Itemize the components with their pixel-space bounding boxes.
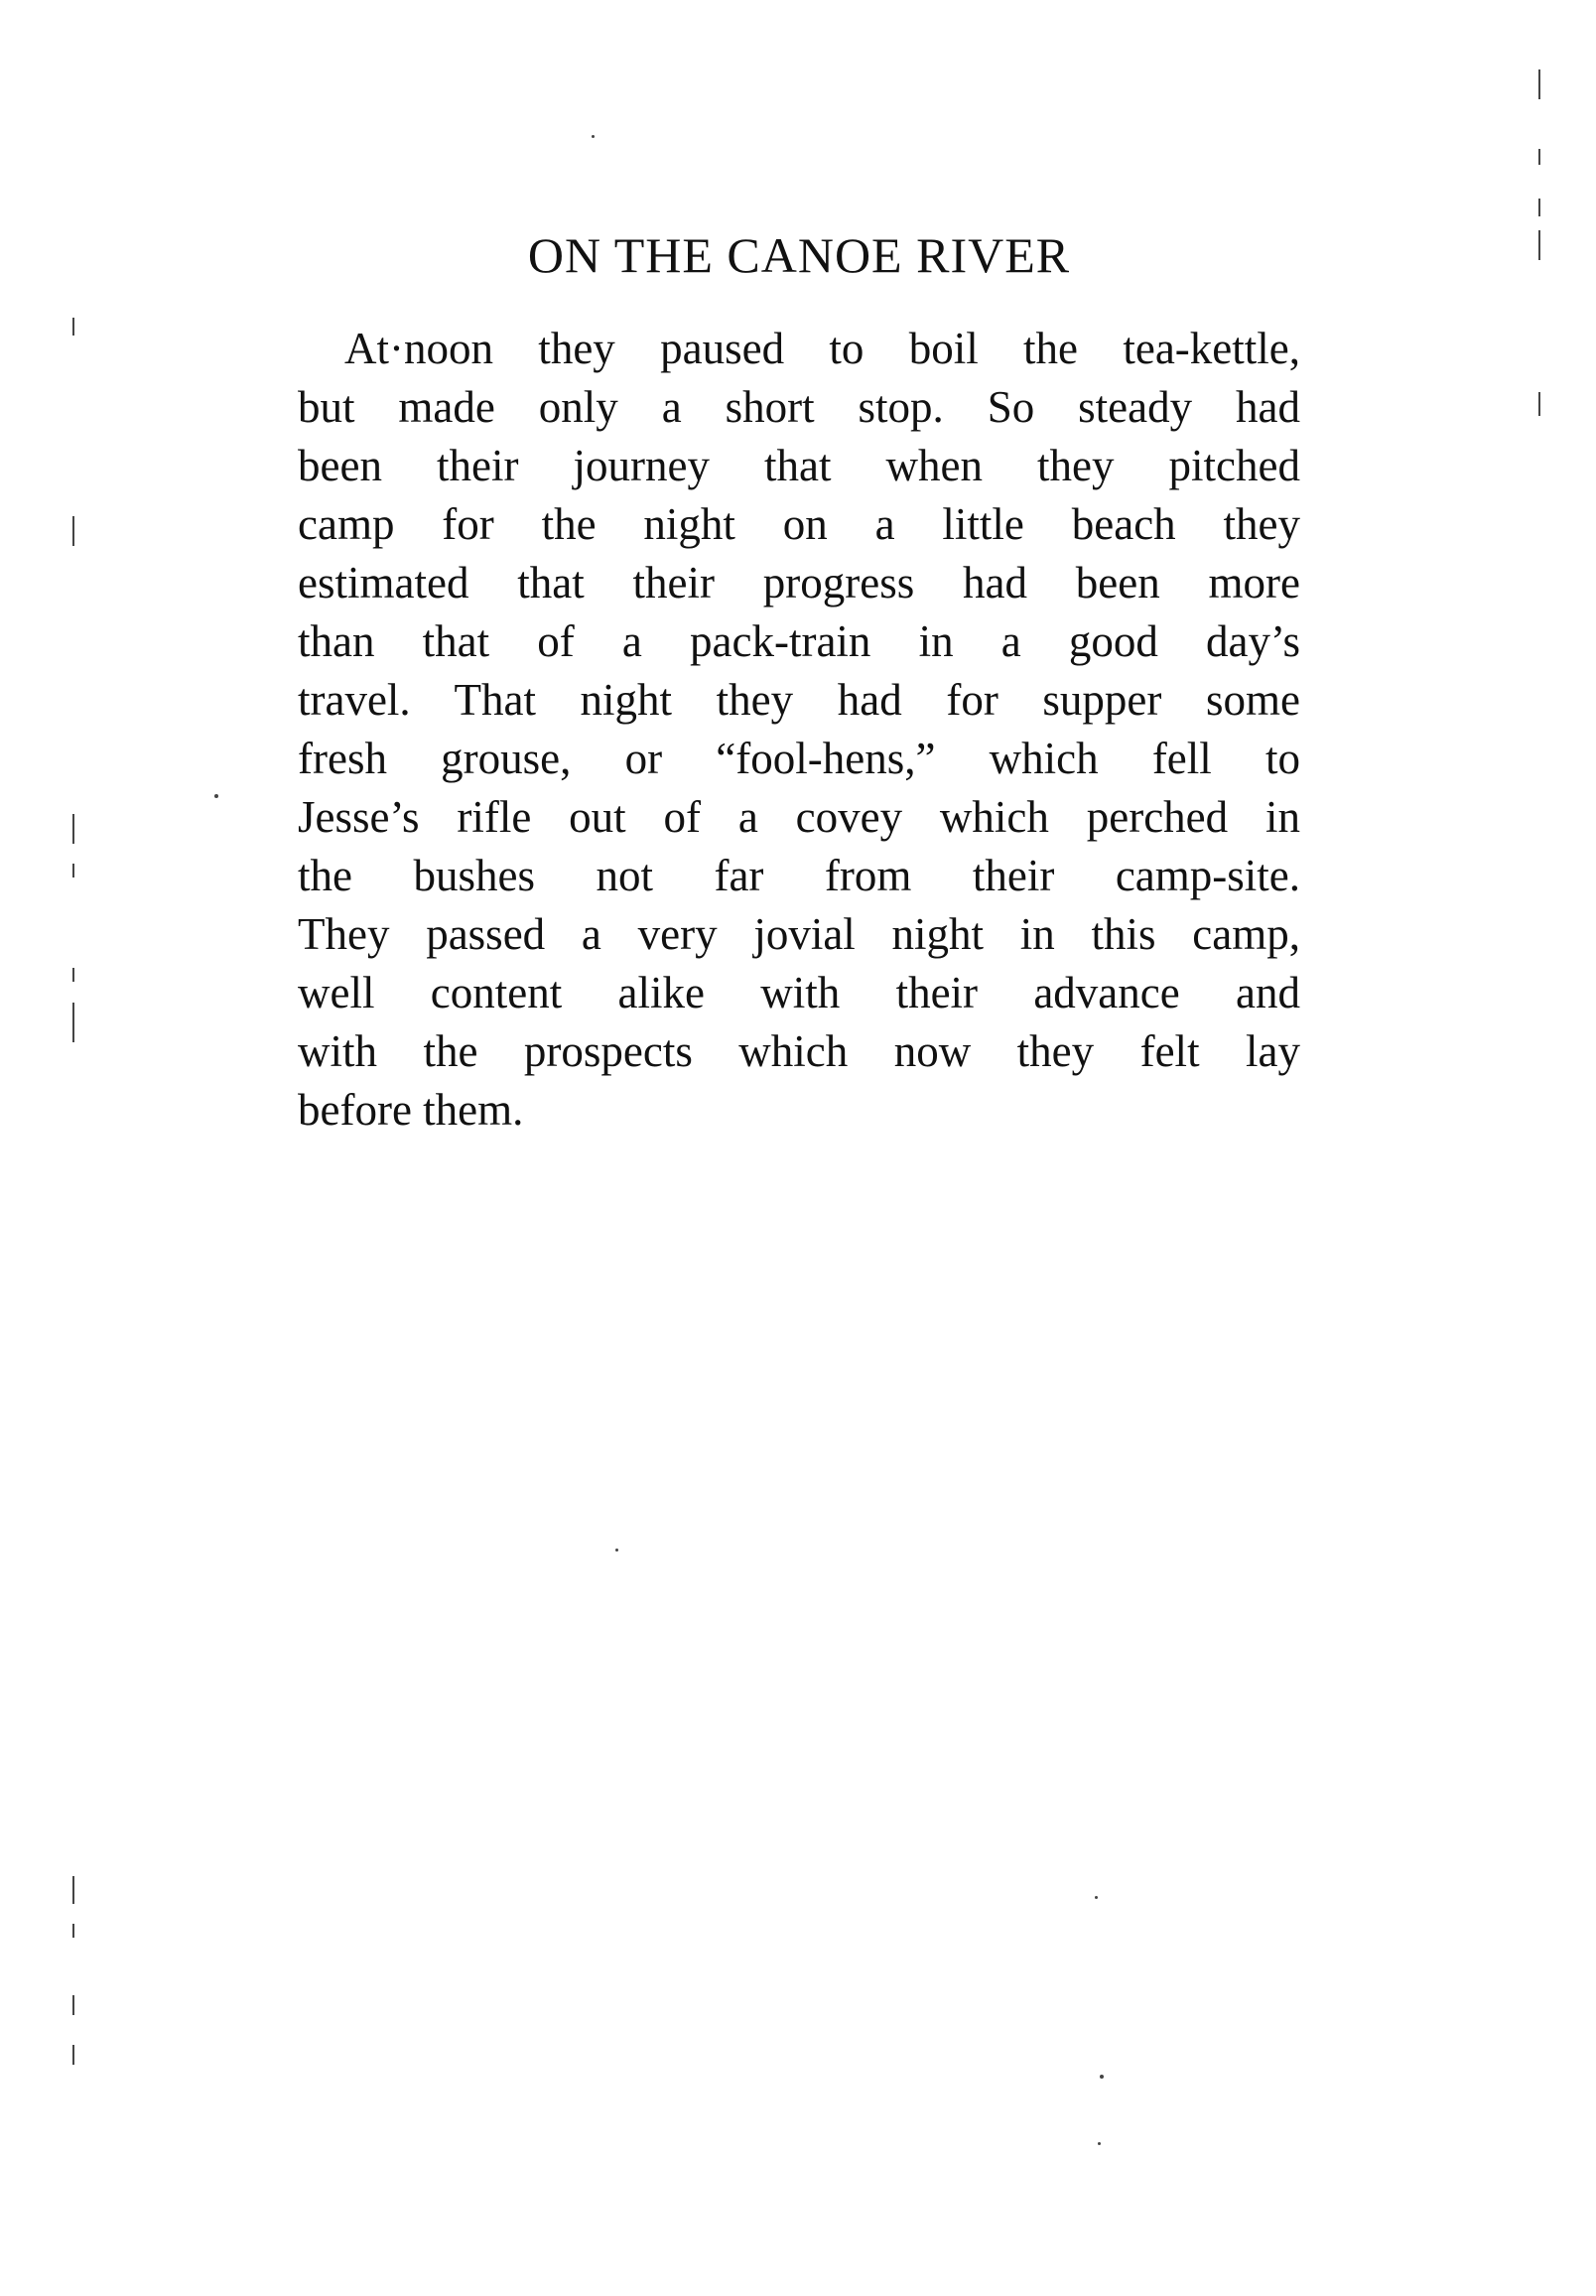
text-line: the bushes not far from their camp-site. bbox=[298, 851, 1300, 900]
text-line: than that of a pack-train in a good day’s bbox=[298, 616, 1300, 666]
scan-speck bbox=[1098, 2142, 1101, 2145]
text-line: travel. That night they had for supper some bbox=[298, 675, 1300, 725]
scan-speck bbox=[1095, 1896, 1098, 1899]
scan-mark bbox=[72, 1003, 74, 1042]
text-line: but made only a short stop. So steady had bbox=[298, 382, 1300, 432]
scan-mark bbox=[1538, 230, 1540, 260]
scan-mark bbox=[1538, 199, 1540, 216]
scan-mark bbox=[72, 1924, 74, 1938]
scan-mark bbox=[1538, 149, 1540, 165]
scan-mark bbox=[72, 1876, 74, 1904]
scan-mark bbox=[72, 968, 74, 982]
text-line: At·noon they paused to boil the tea-kettle, bbox=[344, 324, 1300, 373]
scan-speck bbox=[615, 1549, 618, 1552]
text-line: camp for the night on a little beach they bbox=[298, 499, 1300, 549]
text-line: They passed a very jovial night in this camp, bbox=[298, 909, 1300, 959]
text-line: estimated that their progress had been more bbox=[298, 558, 1300, 608]
text-line: Jesse’s rifle out of a covey which perched in bbox=[298, 792, 1300, 842]
text-line: been their journey that when they pitched bbox=[298, 441, 1300, 490]
scan-mark bbox=[72, 516, 74, 546]
scan-mark bbox=[72, 2045, 74, 2065]
scan-mark bbox=[72, 1995, 74, 2015]
text-line: before them. bbox=[298, 1085, 524, 1135]
scan-mark bbox=[72, 814, 74, 844]
scan-speck bbox=[214, 794, 218, 798]
text-line: fresh grouse, or “fool-hens,” which fell to bbox=[298, 734, 1300, 783]
scan-speck bbox=[1100, 2075, 1104, 2079]
text-line: well content alike with their advance and bbox=[298, 968, 1300, 1017]
scan-speck bbox=[592, 135, 595, 138]
scan-mark bbox=[1538, 69, 1540, 99]
running-head: ON THE CANOE RIVER bbox=[527, 227, 1071, 283]
scan-mark bbox=[1538, 392, 1540, 416]
scan-mark bbox=[72, 318, 74, 336]
scan-mark bbox=[72, 864, 74, 878]
paragraph bbox=[298, 320, 1300, 1140]
text-line: with the prospects which now they felt lay bbox=[298, 1026, 1300, 1076]
